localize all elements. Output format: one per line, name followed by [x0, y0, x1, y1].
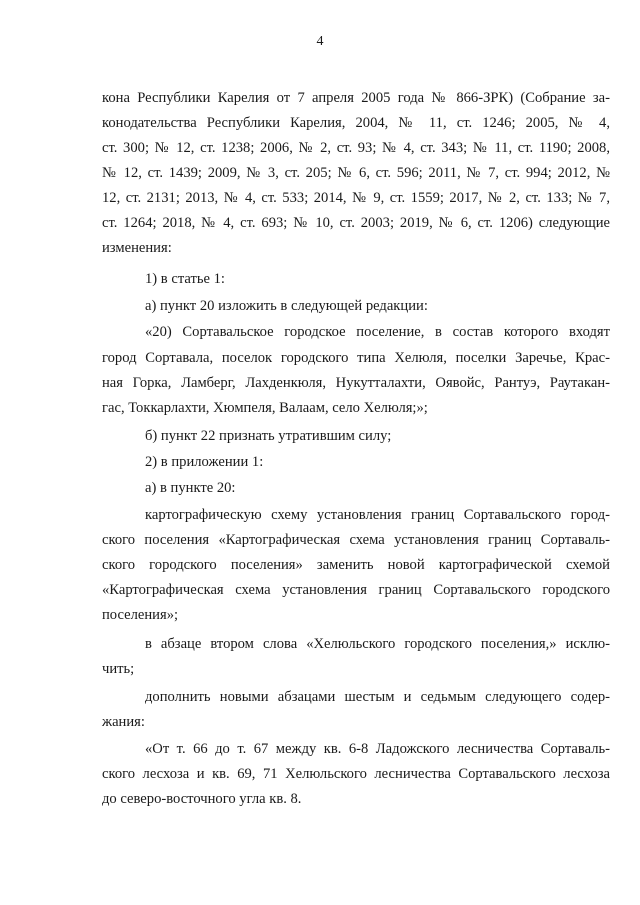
list-item: 1) в статье 1: — [145, 271, 225, 287]
text-line: ского городского поселения» заменить новой картографической схемой — [102, 557, 610, 573]
text-line: конодательства Республики Карелия, 2004, № 11, ст. 1246; 2005, № 4, — [102, 115, 610, 131]
text-line: дополнить новыми абзацами шестым и седьмым следующего содер- — [145, 689, 610, 705]
page-number: 4 — [316, 34, 324, 49]
text-line: «Картографическая схема установления границ Сортавальского городского — [102, 582, 610, 598]
list-item: а) пункт 20 изложить в следующей редакции: — [145, 298, 428, 314]
text-line: чить; — [102, 661, 135, 677]
text-line: поселения»; — [102, 607, 179, 623]
text-line: город Сортавала, поселок городского типа Хелюля, поселки Заречье, Крас- — [102, 350, 610, 366]
text-line: «От т. 66 до т. 67 между кв. 6-8 Ладожского лесничества Сортаваль- — [145, 741, 610, 757]
text-line: № 12, ст. 1439; 2009, № 3, ст. 205; № 6, ст. 596; 2011, № 7, ст. 994; 2012, № — [102, 165, 610, 181]
text-line: до северо-восточного угла кв. 8. — [102, 791, 302, 807]
list-item: 2) в приложении 1: — [145, 454, 264, 470]
text-line: ст. 1264; 2018, № 4, ст. 693; № 10, ст. 2003; 2019, № 6, ст. 1206) следующие — [102, 215, 610, 231]
text-line: ная Горка, Ламберг, Лахденкюля, Нукутталахти, Оявойс, Рантуэ, Раутакан- — [102, 375, 610, 391]
list-item: а) в пункте 20: — [145, 480, 236, 496]
text-line: «20) Сортавальское городское поселение, в состав которого входят — [145, 324, 610, 340]
text-line: 12, ст. 2131; 2013, № 4, ст. 533; 2014, № 9, ст. 1559; 2017, № 2, ст. 133; № 7, — [102, 190, 610, 206]
text-line: картографическую схему установления границ Сортавальского город- — [145, 507, 610, 523]
text-line: жания: — [102, 714, 145, 730]
text-line: ст. 300; № 12, ст. 1238; 2006, № 2, ст. 93; № 4, ст. 343; № 11, ст. 1190; 2008, — [102, 140, 610, 156]
text-line: ского лесхоза и кв. 69, 71 Хелюльского лесничества Сортавальского лесхоза — [102, 766, 610, 782]
text-line: в абзаце втором слова «Хелюльского городского поселения,» исклю- — [145, 636, 610, 652]
list-item: б) пункт 22 признать утратившим силу; — [145, 428, 392, 444]
text-line: гас, Токкарлахти, Хюмпеля, Валаам, село Хелюля;»; — [102, 400, 428, 416]
text-line: изменения: — [102, 240, 172, 256]
text-line: кона Республики Карелия от 7 апреля 2005 года № 866-ЗРК) (Собрание за- — [102, 90, 610, 106]
text-line: ского поселения «Картографическая схема установления границ Сортаваль- — [102, 532, 610, 548]
